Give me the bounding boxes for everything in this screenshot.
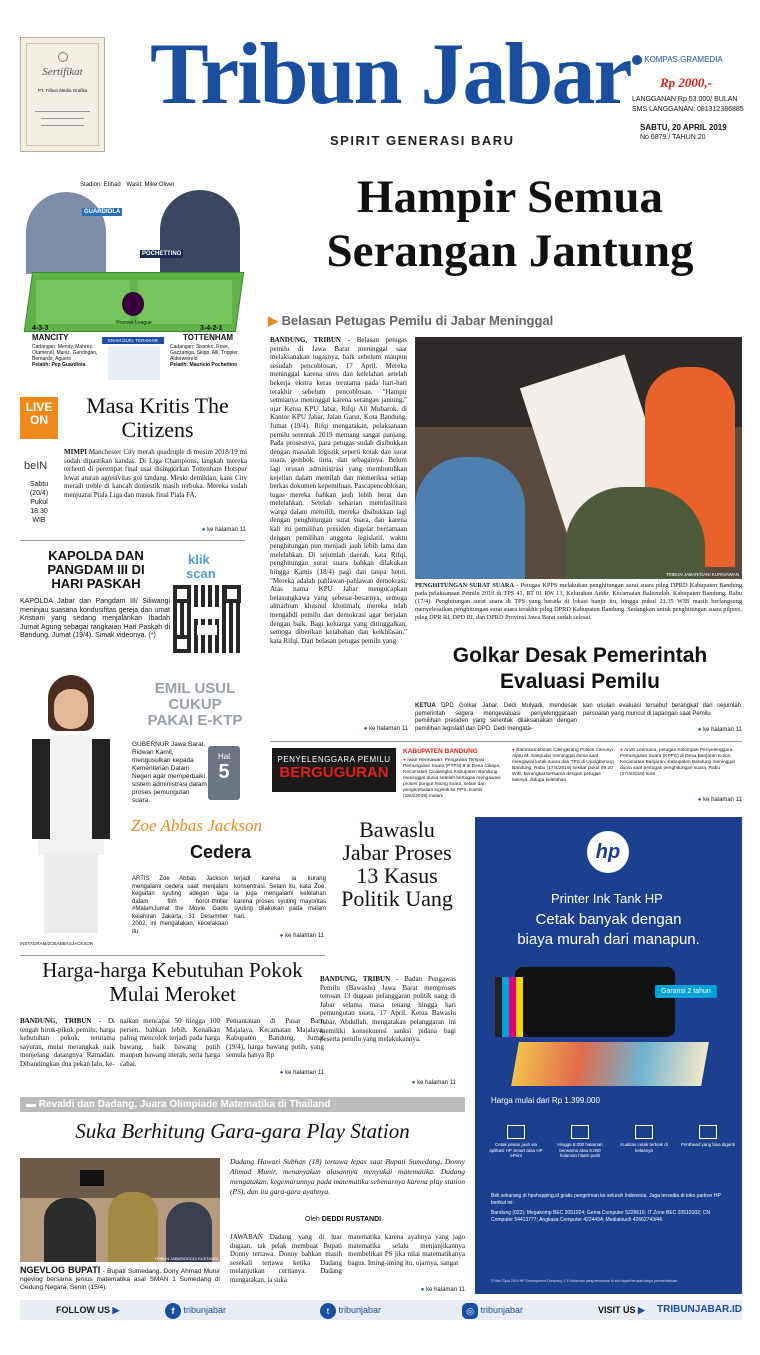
- gugur-region: KABUPATEN BANDUNG: [403, 748, 478, 755]
- price: Rp 2000,-: [660, 75, 712, 90]
- issue-date: SABTU, 20 APRIL 2019: [640, 123, 727, 132]
- kapolda-body: KAPOLDA Jabar dan Pangdam III/ Siliwangi meninjau suasana kondusifitas gereja dan umat Kristiani yang sedang menjalankan Ibadah Jumat Agung sebagai rangkaian Hari Paskah di Bandung, Jumat (19/4). Simak videonya. (*): [20, 598, 170, 640]
- lead-headline: Hampir Semua Serangan Jantung: [326, 171, 694, 277]
- certificate: [20, 37, 105, 152]
- pages-icon: [571, 1125, 589, 1139]
- mobile-print-icon: [507, 1125, 525, 1139]
- lead-kicker: ▶ Belasan Petugas Pemilu di Jabar Meninggal: [268, 313, 554, 328]
- warranty-badge: Garansi 2 tahun: [655, 985, 717, 998]
- lead-caption: PENGHITUNGAN SURAT SUARA - Petugas KPPS melakukan penghitungan surat suara pileg DPRD Kabupaten Bandung pada pelaksanaan Pemilu 2019 di TPS 41, RT 01 RW 13, Kelurahan Andir, Kecamatan Baleendah, Kabupaten Bandung, Rabu (17/4). Penghitungan surat suara di TPS yang berada di lokasi banjir itu, hingga pukul 21.35 WIB masih berlangsung menyelesaikan penghitungan surat suara terakhir pileg DPRD Kabupaten Bandung. Sedangkan untuk penghitungan suara pilpres, pileg DPR RI, DPD RI, dan DPRD Provinsi Jawa Barat sudah selesai.: [415, 582, 743, 621]
- masthead-tagline: SPIRIT GENERASI BARU: [330, 133, 515, 148]
- zoe-name: Zoe Abbas Jackson: [131, 816, 262, 835]
- referee: Wasit: Mike Oliver: [126, 182, 175, 188]
- broadcast-schedule: Sabtu (20/4) Pukul 18.30 WIB: [29, 481, 49, 524]
- bein-logo: beIN: [24, 460, 48, 472]
- issue-number: No 6879 / TAHUN 20: [640, 134, 706, 141]
- emil-headline: EMIL USUL CUKUP PAKAI E-KTP: [147, 680, 243, 729]
- masa-kritis-continued: ● ke halaman 11: [168, 527, 246, 533]
- last-six-label: ENAM DUEL TERAKHIR: [102, 337, 164, 344]
- matematika-continued: ● ke halaman 11: [385, 1287, 465, 1293]
- printhead-icon: [699, 1125, 717, 1139]
- hp-advertisement[interactable]: [475, 817, 742, 1294]
- lead-photo: [415, 337, 742, 579]
- stadium: Stadion: Etihad: [80, 182, 121, 188]
- kapolda-headline: KAPOLDA DAN PANGDAM III DI HARI PASKAH: [47, 548, 145, 591]
- zoe-body-left: ARTIS Zoe Abbas Jackson mengalami cedera saat menjalani kegiatan syuting adegan laga dalam film horor-thriller #MalamJumat the Movie. Gadis kelahiran Jakarta, 31 Desember 2002, ini mengatakan, kecelakaan itu: [132, 876, 228, 935]
- masa-kritis-body: MIMPI Manchester City merah quadruple di musim 2018/19 mi sudah dipastikan kandas. Di Liga Champions, langkah mereka terhenti di perempat final usai disingkirkan Tottenham Hotspur lewat aturan agresivitas gol tandang. Meski demikian, kans City meraih treble di kancah domestik masih terbuka. Mereka sudah menjuarai Piala Liga dan masuk final Piala FA.: [64, 448, 247, 499]
- harga-col-3: Pemantauan di Pasar Baru Majalaya, Kecamatan Majalaya, Kabupaten Bandung, Jumat (19/4), harga bawang putih, yang semula hanya Rp: [226, 1017, 324, 1060]
- certificate-title: Sertifikat: [42, 66, 83, 78]
- lead-photo-credit: TRIBUN JABAR/GANI KURNIAWAN: [665, 572, 739, 577]
- ad-legal: © Hak Cipta 2019 HP Development Company, L.P. Informasi yang tercantum di sini dapat berubah tanpa pemberitahuan.: [491, 1279, 679, 1283]
- zoe-continued: ● ke halaman 11: [250, 933, 324, 939]
- bullet-icon: ●: [403, 758, 406, 763]
- quality-icon: [635, 1125, 653, 1139]
- matematika-kicker: ▬ Revaldi dan Dadang, Juara Olimpiade Matematika di Thailand: [20, 1097, 465, 1112]
- coach-away-name: POCHETTINO: [142, 251, 182, 257]
- coach-home-name: GUARDIOLA: [84, 209, 121, 215]
- lead-body: BANDUNG, TRIBUN - Belasan petugas pemilu di Jawa Barat meninggal saat melaksanakan tugasnya, baik sebelum maupun sesudah pencoblosan, 17 April. Mereka meninggal karena stres dan kelelahan setelah bekerja ekstra keras terutama pada hari-hari terakhir sebelum pencoblosan. "Hampir semuanya meninggal karena serangan jantung," ujar Ketua KPU Jabar, Rifqi Ali Mubarok, di Kantor KPU Jabar, Jalan Garut, Kota Bandung, Jumat (19/4). Rifqi mengatakan, pelaksanaan pemilu serentak 2019 memang sangat panjang. Pada prosesnya, para petugas sudah disibukkan dengan masalah logistik seperti kotak dan surat suara, gembok, tinta, dan sebagainya. Belum lagi urusan administrasi yang membutuhkan kejelian dalam memilah dan memeriksa setiap berkas dokumen kepemiluan. Pascapencoblosan, tugas mereka bahkan jauh lebih berat dan melelahkan. Setelah seharian memfasilitasi warga dalam memilih, mereka disibukkan lagi dengan penghitungan surat suara, dan karena kali ini pemilihan presiden digelar bersamaan dengan pemilihan anggota legislatif, waktu penghitungan pun menjadi jauh lebih lama dan melelahkan. Di sejumlah daerah, kata Rifqi, penghitungan surat suara bahkan dilakukan hingga Kamis (18/4) pagi dan tanpa henti. "Mereka adalah pahlawan-pahlawan demokrasi. Atas nama KPU Jabar mengucapkan belasungkawa yang sebesar-besarnya, semoga almarhum khusnul khotimah, mereka telah mengabdi pemilu dan demokrasi agar berjalan dengan baik. Bagi keluarga yang ditinggalkan, semoga diberikan ketabahan dan keikhlasan," kata Rifqi. Dari belasan petugas pemilu yang: [270, 336, 407, 645]
- gugur-item-2: ● Babinkamtibmas Cilengkrang Polsek Cileunyi Aiptu M. Saepudin meninggal dunia saat mengawal kotak suara dari TPS di Ujungberung Bandung, Rabu (17/4/2019) sekitar pukul 09.20 WIB, berangkat bersama dengan petugas lainnya, diduga kelelahan.: [512, 748, 614, 783]
- facebook-icon: f: [165, 1303, 181, 1319]
- golkar-continued: ● ke halaman 11: [662, 727, 742, 733]
- twitter-icon: t: [320, 1303, 336, 1319]
- bullet-icon: ●: [620, 748, 623, 753]
- visit-us-label: VISIT US ▶: [598, 1305, 645, 1315]
- league-name: Premier League: [116, 320, 152, 326]
- gugur-continued: ● ke halaman 11: [662, 797, 742, 803]
- live-on-badge: LIVE ON: [20, 397, 58, 439]
- masa-kritis-headline: Masa Kritis The Citizens: [86, 393, 229, 442]
- home-team: MANCITY: [32, 333, 69, 342]
- gugur-label: PENYELENGGARA PEMILU BERGUGURAN: [272, 748, 396, 792]
- arrow-icon: ▬: [26, 1099, 36, 1110]
- instagram-link[interactable]: ◎ tribunjabar: [462, 1300, 523, 1320]
- pitch-home-half: [36, 280, 130, 324]
- away-team: TOTTENHAM: [183, 333, 234, 342]
- camera-icon: [80, 1170, 104, 1186]
- klik-label: klik: [188, 552, 210, 567]
- ad-feature-2: Hingga 8.000 halaman berwarna atau 6.000 halaman hitam putih: [551, 1125, 609, 1159]
- matematika-byline: Oleh DEDDI RUSTANDI: [305, 1216, 382, 1223]
- golkar-body-right: kan usulan evaluasi tersebut berangkat dari sejumlah persoalan yang muncul di lapangan saat Pemilu: [583, 703, 741, 717]
- pitch-away-half: [138, 280, 232, 324]
- matematika-intro: Dadang Hawari Subhan (18) tertawa lepas saat Bupati Sumedang, Donny Ahmad Munir, menanyakan alasannya menyukai matematika. Dadang mengatakan, kegemarannya pada matematika sebenarnya karena play station (PS), dan itu gara-gara ayahnya.: [230, 1157, 465, 1196]
- zoe-headline: Cedera: [190, 842, 252, 862]
- ad-buy: Beli sekarang di hpshopping.id gratis pengiriman ke seluruh Indonesia. Juga tersedia di toko partner HP berikut ini:: [491, 1193, 721, 1206]
- follow-us-label: FOLLOW US ▶: [56, 1305, 120, 1315]
- sample-prints: [511, 1042, 709, 1086]
- scan-label: scan: [186, 566, 216, 581]
- emil-body: GUBERNUR Jawa Barat, Ridwan Kamil, mengusulkan kepada Kementerian Dalam Negeri agar memperbaiki sistem administrasi dalam proses pemungutan suara.: [132, 741, 207, 804]
- premier-league-icon: [122, 292, 144, 316]
- matematika-caption: NGEVLOG BUPATI - Bupati Sumedang, Dony Ahmad Munir ngevlog bersama jenius matematika asal SMAN 1 Sumedang di Gedung Negara, Senin (15/4).: [20, 1265, 220, 1291]
- gugur-item-1: ● Iwan Hermawan, Pengawas Tempat Pemungutan Suara (PTPS) 8 di Desa Cikaya, Kecamatan Cicalengka Kabupaten Bandung meninggal dunia setelah bertugas mengawasi proses pungut hitung suara, selain dan pengembalian logistik ke PPS, Kamis (18/4/2019) malam: [403, 758, 501, 799]
- ad-dealers: Bandung (022): Megakomp BEC 2051024; Gema Computer 5228616; IT Zone BEC 20510102; CN Computer 54413777; Angkasa Computer 4224494; Mediatouch 42662743/44.: [491, 1210, 710, 1223]
- harga-col-1: BANDUNG, TRIBUN - Di tengah hiruk-pikuk pemilu, harga kebutuhan pokok, terutama sayuran, mulai merangkak naik menjelang datangnya Ramadan. Dibandingkan dua pekan lalu, ke-: [20, 1017, 115, 1068]
- harga-headline: Harga-harga Kebutuhan Pokok Mulai Meroket: [42, 958, 303, 1006]
- instagram-icon: ◎: [462, 1303, 478, 1319]
- golkar-body-left: KETUA DPD Golkar Jabar, Dedi Mulyadi, mendesak pemerintah segera mengevaluasi penyelenggaraan pemilihan presiden yang serentak dilaksanakan dengan pemilihan legislatif dan DPD. Dedi mengata-: [415, 703, 578, 732]
- qr-code[interactable]: [173, 585, 241, 653]
- facebook-link[interactable]: f tribunjabar: [165, 1300, 226, 1320]
- hal-badge: Hal 5: [208, 746, 240, 800]
- hp-logo-icon: hp: [587, 831, 629, 873]
- away-formation: 3-4-2-1: [200, 325, 223, 332]
- golkar-headline: Golkar Desak Pemerintah Evaluasi Pemilu: [452, 644, 708, 693]
- bawaslu-body: BANDUNG, TRIBUN - Badan Pengawas Pemilu (Bawaslu) Jawa Barat memproses temuan 13 dugaan pelanggaran politik uang di Jabar selama masa tenang hingga hari pemungutan suara, 17 April. Ketua Bawaslu Jabar, Abdullah, mengatakan pelanggaran ini memiliki konsekuensi sanksi pidana bagi peserta pemilu yang melakukannya.: [320, 975, 456, 1044]
- printer-image: [515, 967, 675, 1037]
- coach-away-photo: [160, 190, 240, 274]
- subscription: LANGGANAN Rp 53.000/ BULAN: [632, 96, 738, 103]
- matematika-photo-credit: TRIBUN JABAR/DEDDI RUSTANDI: [154, 1256, 218, 1261]
- matematika-photo: [20, 1158, 220, 1262]
- ad-title: Printer Ink Tank HP: [551, 891, 663, 906]
- bullet-icon: ●: [512, 748, 515, 753]
- ad-feature-4: Printhead yang bisa diganti: [679, 1125, 737, 1148]
- ad-feature-3: Kualitas cetak terbaik di kelasnya: [615, 1125, 673, 1153]
- masthead-title: Tribun Jabar: [150, 26, 631, 123]
- bawaslu-continued: ● ke halaman 11: [378, 1080, 456, 1086]
- arrow-icon: ▶: [268, 313, 278, 328]
- away-bench: Cadangan: Sissoko, Rose, Gazzaniga, Skipp, Alli, Trippier, Alderweireld Pelatih: Mauricio Pochettino: [170, 344, 239, 368]
- certificate-owner: PT. Tribun Media Grafika: [37, 88, 88, 93]
- home-formation: 4-3-3: [32, 325, 49, 332]
- kompas-gramedia-icon: [632, 55, 642, 65]
- ink-bottles: [495, 977, 523, 1037]
- ad-subtitle-1: Cetak banyak dengan: [535, 911, 682, 928]
- home-bench: Cadangan: Mendy, Mahrez, Otamendi, Muniz, Gundogan, Bernardo, Aguero Pelatih: Pep Guardiola: [32, 344, 98, 368]
- footer-bar: [20, 1300, 742, 1320]
- football-graphic: [20, 180, 245, 385]
- matematika-headline: Suka Berhitung Gara-gara Play Station: [75, 1119, 410, 1143]
- coach-home-photo: [26, 192, 106, 274]
- gugur-item-3: ● Andri Lesmana, petugas Kelompok Penyelenggara Pemungutan Suara (KPPS) di Desa Banjaran Kulon, Kecamatan Banjaran, Kabupaten Bandung meninggal dunia saat bertugas penghitungan suara, Rabu (17/4/2019) sore.: [620, 748, 735, 777]
- bawaslu-headline: Bawaslu Jabar Proses 13 Kasus Politik Uang: [341, 817, 453, 911]
- ad-feature-1: Cetak pesan jauh via aplikasi HP Smart atau HP ePrint: [487, 1125, 545, 1159]
- lead-continued: ● ke halaman 11: [330, 726, 408, 732]
- harga-continued: ● ke halaman 11: [246, 1070, 324, 1076]
- zoe-body-right: terjadi karena ia kurang konsentrasi. Selain itu, kata Zoe, ia juga mengalami kelelahan karena proses syuting mayoritas syuting dilakukan pada malam hari.: [234, 876, 326, 920]
- ad-price: Harga mulai dari Rp 1.399.000: [491, 1096, 600, 1105]
- zoe-photo-credit: INSTAGRAM/ZOEABBASJACKSON: [20, 941, 94, 946]
- emil-photo: [20, 675, 125, 940]
- twitter-link[interactable]: t tribunjabar: [320, 1300, 381, 1320]
- site-link[interactable]: TRIBUNJABAR.ID: [657, 1304, 742, 1315]
- matematika-col-1: JAWABAN Dadang yang di luar dugaan, tak pelak membuat Bupati Donny tertawa. Donny bahkan masih sesekali tertawa ketika Dadang melanjutkan ceritanya. Dadang mengatakan, ia suka: [230, 1233, 342, 1284]
- last-six-results: [108, 346, 160, 380]
- harga-col-2: naikan mencapai 50 hingga 100 persen, bahkan lebih. Kenaikan paling mencolok terjadi pada harga bawang, baik bawang putih maupun bawang merah, serta harga cabai.: [120, 1017, 220, 1068]
- matematika-col-2: matematika karena ayahnya yang jago matematika selalu menjanjikannya membelikan PS jika nilai matematikanya bagus. Iming-iming itu, ujarnya, sangat: [348, 1233, 465, 1267]
- ad-subtitle-2: biaya murah dari manapun.: [517, 931, 700, 948]
- sms-subscription: SMS LANGGANAN: 081312386885: [632, 106, 744, 113]
- group-logo: KOMPAS GRAMEDIA: [632, 55, 723, 65]
